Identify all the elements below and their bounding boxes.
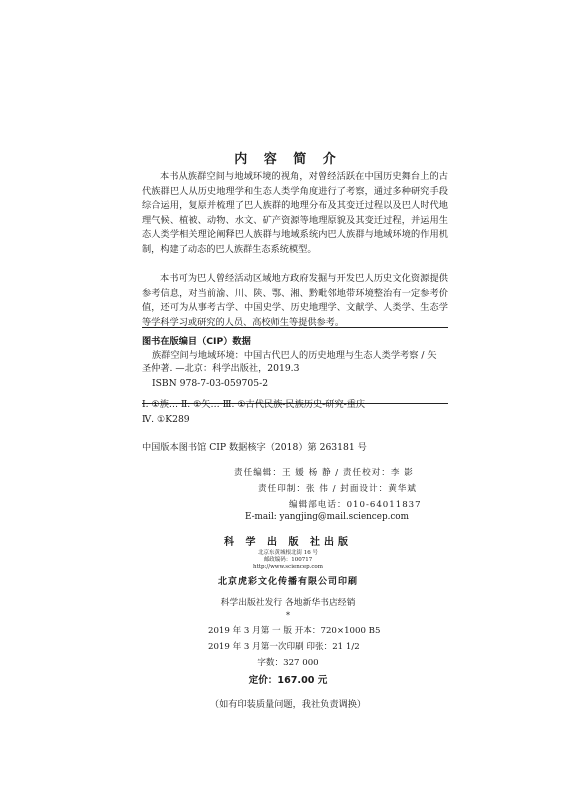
editors-line: 责任编辑：王 媛 杨 静 / 责任校对：李 影 — [234, 468, 414, 478]
publisher-name: 科 学 出 版 社出版 — [224, 537, 352, 548]
intro-paragraph-2: 本书可为巴人曾经活动区域地方政府发掘与开发巴人历史文化资源提供参考信息，对当前渝、川、陕、鄂、湘、黔毗邻地带环境整治有一定参考价值，还可为从事考古学、中国史学、历史地理学、文献学、人类学、生态学等学科学习或研究的人员、高校师生等提供参考。 — [142, 273, 448, 328]
cip-isbn: ISBN 978-7-03-059705-2 — [152, 378, 269, 389]
editorial-phone: 编辑部电话：010-64011837 — [289, 500, 422, 510]
editorial-email: E-mail: yangjing@mail.sciencep.com — [245, 512, 409, 522]
printing-line: 2019 年 3 月第一次印刷 印张：21 1/2 — [208, 642, 360, 652]
printing-design-line: 责任印制：张 伟 / 封面设计：黄华斌 — [258, 484, 417, 494]
cip-author-line: 圣仲著. —北京：科学出版社，2019.3 — [142, 363, 300, 374]
section-title: 内 容 简 介 — [234, 152, 342, 167]
cip-classification-2: Ⅳ. ①K289 — [142, 414, 190, 425]
word-count: 字数：327 000 — [257, 658, 319, 668]
price: 定价：167.00 元 — [248, 675, 328, 686]
cip-title-line: 族群空间与地域环境：中国古代巴人的历史地理与生态人类学考察 / 矢 — [152, 350, 437, 361]
printer-name: 北京虎彩文化传播有限公司印刷 — [217, 577, 358, 587]
quality-notice: （如有印装质量问题，我社负责调换） — [209, 699, 367, 710]
publisher-zip: 邮政编码：100717 — [263, 557, 313, 563]
cip-heading: 图书在版编目（CIP）数据 — [142, 336, 251, 347]
publisher-address: 北京东黄城根北街 16 号 — [258, 550, 318, 556]
cip-classification-1: Ⅰ. ①族… Ⅱ. ①矢… Ⅲ. ①古代民族-民族历史-研究-重庆 — [142, 399, 366, 410]
publisher-url: http://www.sciencep.com — [253, 564, 323, 570]
divider-top — [142, 327, 448, 328]
intro-paragraph-1: 本书从族群空间与地域环境的视角，对曾经活跃在中国历史舞台上的古代族群巴人从历史地理学和生态人类学角度进行了考察，通过多种研究手段综合运用，复原并梳理了巴人族群的地理分布及其变迁过程以及巴人时代地理气候、植被、动物、水文、矿产资源等地理原貌及其变迁过程，并运用生态人类学相关理论阐释巴人族群与地域系统内巴人族群与地域环境的作用机制，构建了动态的巴人族群生态系统模型。 — [142, 171, 448, 255]
edition-line: 2019 年 3 月第 一 版 开本：720×1000 B5 — [208, 626, 381, 636]
distribution-line: 科学出版社发行 各地新华书店经销 — [220, 598, 356, 608]
separator-star: * — [286, 611, 290, 620]
cip-data-number: 中国版本图书馆 CIP 数据核字（2018）第 263181 号 — [142, 442, 367, 453]
